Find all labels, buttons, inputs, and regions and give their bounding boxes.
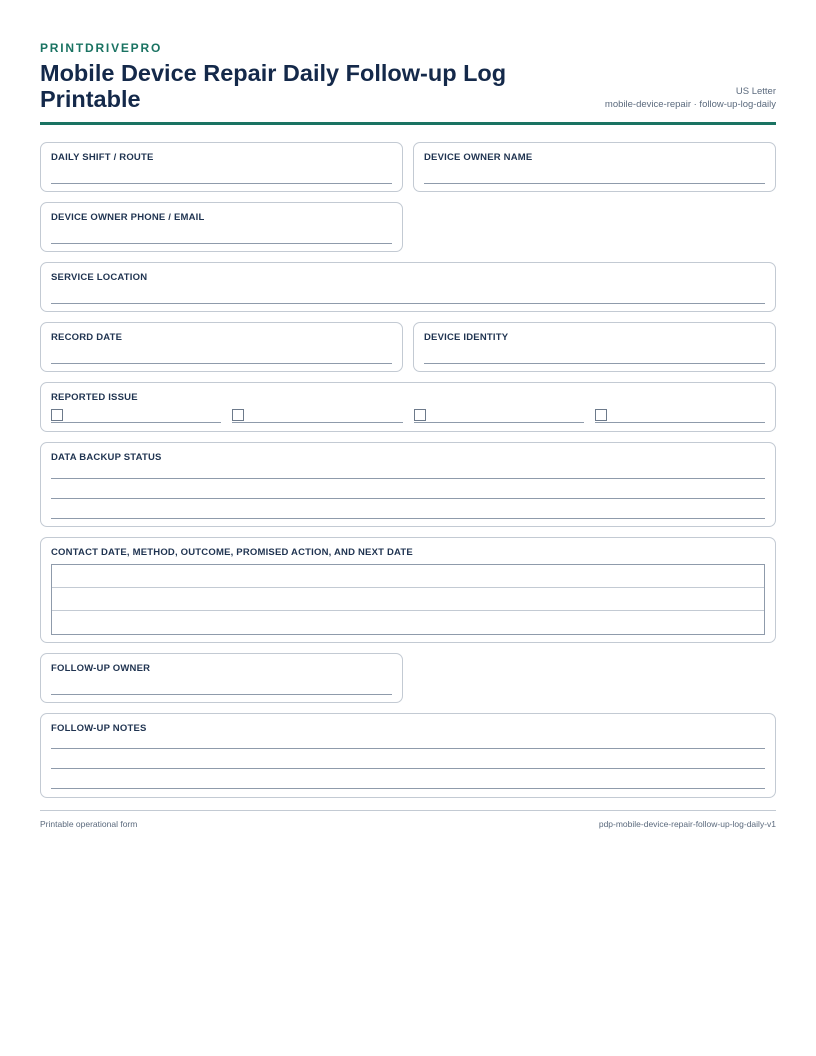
footer-form-id: pdp-mobile-device-repair-follow-up-log-daily-v1 (598, 819, 776, 829)
document-meta (605, 85, 776, 111)
header-divider (40, 122, 776, 125)
owner-name-field[interactable] (413, 142, 776, 192)
backup-status-line-3[interactable] (51, 518, 765, 519)
daily-shift-label: DAILY SHIFT / ROUTE (51, 152, 154, 163)
backup-status-label: DATA BACKUP STATUS (51, 452, 162, 463)
brand-name: PRINTDRIVEPRO (40, 41, 163, 55)
backup-status-field[interactable] (40, 442, 776, 527)
issue-checkbox-2[interactable] (232, 409, 244, 421)
record-date-field[interactable] (40, 322, 403, 372)
owner-name-write-line[interactable] (424, 183, 765, 184)
paper-size: US Letter (735, 86, 776, 97)
owner-contact-label: DEVICE OWNER PHONE / EMAIL (51, 212, 205, 223)
contact-log-field (40, 537, 776, 643)
page-title: Mobile Device Repair Daily Follow-up Log Printable (40, 60, 507, 112)
owner-name-label: DEVICE OWNER NAME (424, 152, 533, 163)
reported-issue-options (51, 409, 765, 423)
issue-option-3[interactable] (414, 409, 584, 423)
footer-divider (40, 810, 776, 811)
contact-log-label: CONTACT DATE, METHOD, OUTCOME, PROMISED ACTION, AND NEXT DATE (51, 547, 413, 558)
daily-shift-field[interactable] (40, 142, 403, 192)
service-location-write-line[interactable] (51, 303, 765, 304)
followup-notes-line-1[interactable] (51, 748, 765, 749)
followup-owner-write-line[interactable] (51, 694, 392, 695)
table-row[interactable] (52, 611, 764, 634)
device-identity-field[interactable] (413, 322, 776, 372)
document-slug: mobile-device-repair · follow-up-log-daily (604, 99, 776, 110)
record-date-write-line[interactable] (51, 363, 392, 364)
record-date-label: RECORD DATE (51, 332, 123, 343)
device-identity-label: DEVICE IDENTITY (424, 332, 509, 343)
service-location-field[interactable] (40, 262, 776, 312)
table-row[interactable] (52, 588, 764, 611)
owner-contact-write-line[interactable] (51, 243, 392, 244)
followup-notes-line-2[interactable] (51, 768, 765, 769)
issue-option-1[interactable] (51, 409, 221, 423)
issue-option-4[interactable] (595, 409, 765, 423)
table-row[interactable] (52, 565, 764, 588)
daily-shift-write-line[interactable] (51, 183, 392, 184)
device-identity-write-line[interactable] (424, 363, 765, 364)
followup-notes-line-3[interactable] (51, 788, 765, 789)
reported-issue-field (40, 382, 776, 432)
issue-checkbox-1[interactable] (51, 409, 63, 421)
backup-status-line-2[interactable] (51, 498, 765, 499)
issue-option-2[interactable] (232, 409, 402, 423)
contact-log-table (51, 564, 765, 635)
service-location-label: SERVICE LOCATION (51, 272, 148, 283)
issue-checkbox-4[interactable] (595, 409, 607, 421)
followup-owner-field[interactable] (40, 653, 403, 703)
footer-description: Printable operational form (40, 819, 138, 829)
followup-notes-field[interactable] (40, 713, 776, 798)
backup-status-line-1[interactable] (51, 478, 765, 479)
reported-issue-label: REPORTED ISSUE (51, 392, 138, 403)
owner-contact-field[interactable] (40, 202, 403, 252)
issue-checkbox-3[interactable] (414, 409, 426, 421)
followup-owner-label: FOLLOW-UP OWNER (51, 663, 151, 674)
followup-notes-label: FOLLOW-UP NOTES (51, 723, 147, 734)
